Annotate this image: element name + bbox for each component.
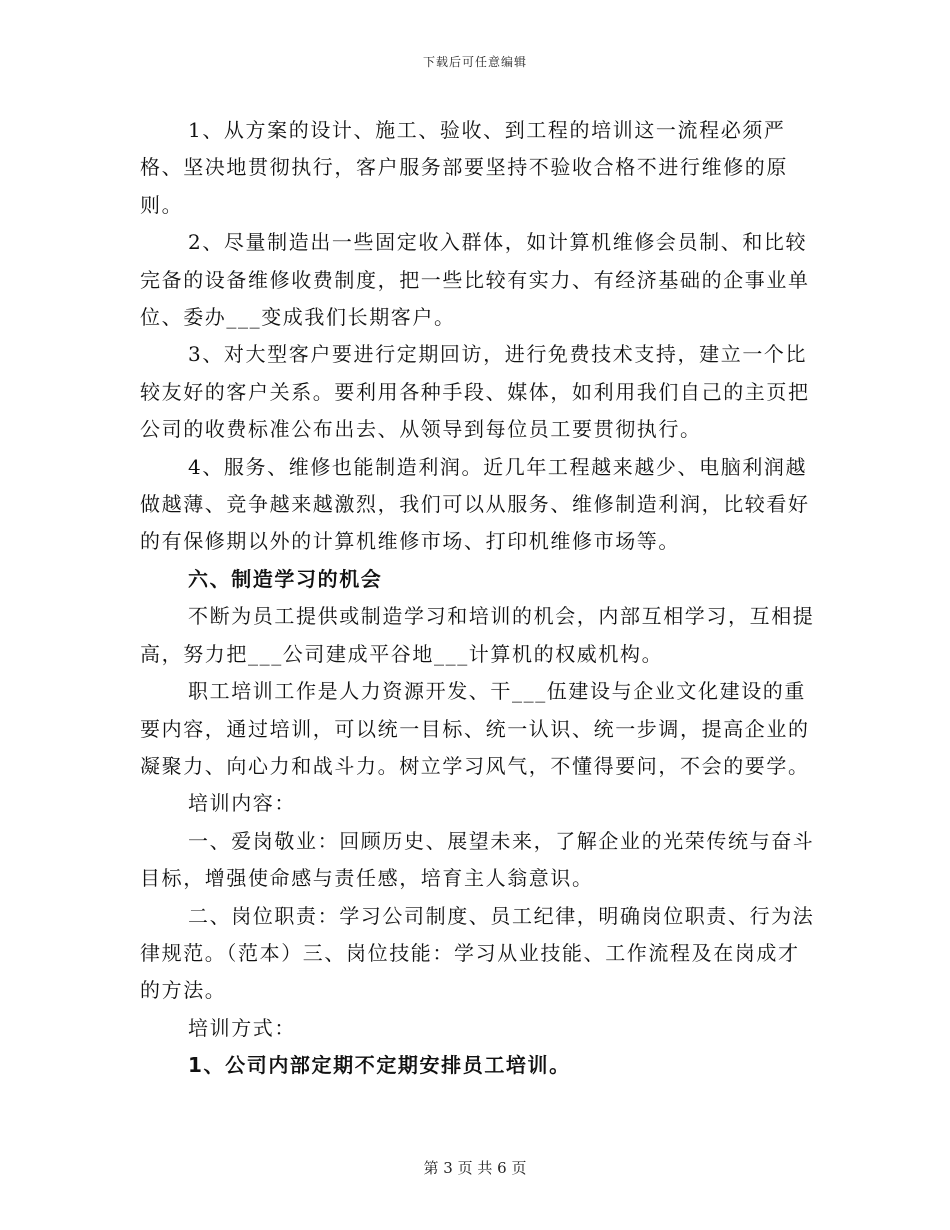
paragraph-item-2: 2、尽量制造出一些固定收入群体，如计算机维修会员制、和比较完备的设备维修收费制度，把一些比较有实力、有经济基础的企事业单位、委办___变成我们长期客户。 (140, 230, 810, 330)
paragraph-learning-intro: 不断为员工提供或制造学习和培训的机会，内部互相学习，互相提高，努力把___公司建成平谷地___计算机的权威机构。 (140, 604, 815, 666)
label-training-method: 培训方式： (188, 1015, 296, 1040)
paragraph-item-1: 1、从方案的设计、施工、验收、到工程的培训这一流程必须严格、坚决地贯彻执行，客户服务部要坚持不验收合格不进行维修的原则。 (140, 118, 788, 217)
paragraph-item-4: 4、服务、维修也能制造利润。近几年工程越来越少、电脑利润越做越薄、竞争越来越激烈，我们可以从服务、维修制造利润，比较看好的有保修期以外的计算机维修市场、打印机维修市场等。 (140, 454, 810, 554)
document-body (140, 112, 820, 1085)
label-training-content: 培训内容： (188, 791, 296, 816)
paragraph-item-3: 3、对大型客户要进行定期回访，进行免费技术支持，建立一个比较友好的客户关系。要利用各种手段、媒体，如利用我们自己的主页把公司的收费标准公布出去、从领导到每位员工要贯彻执行。 (140, 342, 810, 442)
page-number: 第 3 页 共 6 页 (423, 1159, 527, 1177)
paragraph-training-purpose: 职工培训工作是人力资源开发、干___伍建设与企业文化建设的重要内容，通过培训，可以统一目标、统一认识、统一步调，提高企业的凝聚力、向心力和战斗力。树立学习风气，不懂得要问，不会的要学。 (140, 679, 810, 778)
page-header: 下载后可任意编辑 (422, 55, 527, 69)
paragraph-content-item-2-3: 二、岗位职责：学习公司制度、员工纪律，明确岗位职责、行为法律规范。（范本）三、岗位技能：学习从业技能、工作流程及在岗成才的方法。 (140, 903, 815, 1003)
paragraph-content-item-1: 一、爱岗敬业：回顾历史、展望未来，了解企业的光荣传统与奋斗目标，增强使命感与责任感，培育主人翁意识。 (140, 828, 815, 891)
section-heading-learning: 六、制造学习的机会 (188, 566, 383, 591)
paragraph-method-item-1: 1、公司内部定期不定期安排员工培训。 (188, 1053, 571, 1078)
